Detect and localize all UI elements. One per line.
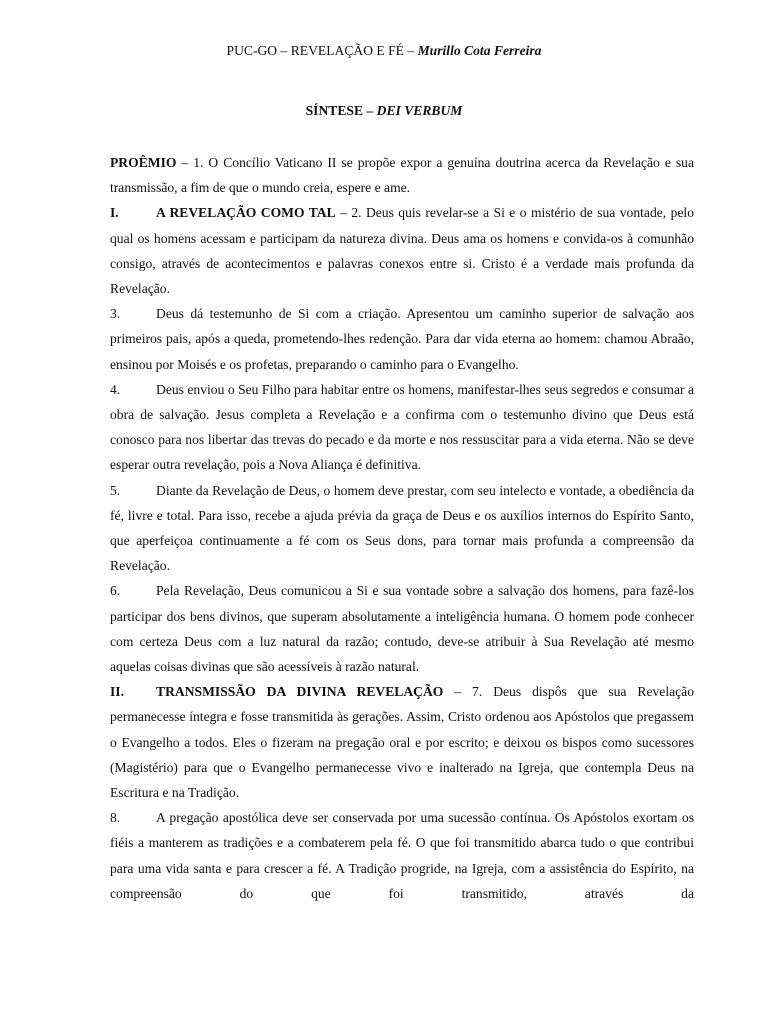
paragraph-8-number: 8. [110, 810, 121, 826]
document-body [110, 150, 694, 906]
section-2-text: – 7. Deus dispôs que sua Revelação permanecesse íntegra e fosse transmitida às gerações. Assim, Cristo ordenou aos Apóstolos que pregassem o Evangelho a todos. Eles o fizeram na pregação oral e por escrito; e deixou os bispos como sucessores (Magistério) para que o Evangelho permanecesse vivo e inalterado na Igreja, que contempla Deus na Escritura e na Tradição. [110, 684, 694, 801]
paragraph-8 [110, 805, 694, 906]
proemio-text: – 1. O Concílio Vaticano II se propõe expor a genuína doutrina acerca da Revelação e sua transmissão, a fim de que o mundo creia, espere e ame. [110, 155, 694, 196]
paragraph-6 [110, 578, 694, 679]
paragraph-8-text: A pregação apostólica deve ser conservada por uma sucessão contínua. Os Apóstolos exortam os fiéis a manterem as tradições e a combaterem pela fé. O que foi transmitido abarca tudo o que contribui para uma vida santa e para crescer a fé. A Tradição progride, na Igreja, com a assistência do Espírito, na compreensão do que foi transmitido, através da [110, 810, 694, 901]
proemio-label: PROÊMIO [110, 155, 177, 170]
document-title [0, 101, 768, 121]
paragraph-6-text: Pela Revelação, Deus comunicou a Si e sua vontade sobre a salvação dos homens, para fazê-los participar dos bens divinos, que superam absolutamente a inteligência humana. O homem pode conhecer com certeza Deus com a luz natural da razão; contudo, deve-se atribuir à Sua Revelação até mesmo aquelas coisas divinas que são acessíveis à razão natural. [110, 583, 694, 675]
section-2-heading: TRANSMISSÃO DA DIVINA REVELAÇÃO [156, 684, 444, 700]
section-1-number: I. [110, 205, 119, 221]
section-1-paragraph [110, 200, 694, 301]
paragraph-3-text: Deus dá testemunho de Si com a criação. Apresentou um caminho superior de salvação aos primeiros pais, após a queda, prometendo-lhes redenção. Para dar vida eterna ao homem: chamou Abraão, ensinou por Moisés e os profetas, preparando o caminho para o Evangelho. [110, 306, 694, 372]
section-2-number: II. [110, 684, 124, 700]
paragraph-5-text: Diante da Revelação de Deus, o homem deve prestar, com seu intelecto e vontade, a obediência da fé, livre e total. Para isso, recebe a ajuda prévia da graça de Deus e os auxílios internos do Espírito Santo, que aperfeiçoa continuamente a fé com os Seus dons, para tornar mais profunda a compreensão da Revelação. [110, 482, 694, 574]
paragraph-5 [110, 478, 694, 579]
paragraph-5-number: 5. [110, 482, 121, 498]
title-italic: DEI VERBUM [376, 103, 463, 118]
paragraph-6-number: 6. [110, 583, 121, 599]
section-2-paragraph [110, 679, 694, 805]
page-header [0, 41, 768, 61]
paragraph-3-number: 3. [110, 306, 121, 322]
header-text: PUC-GO – REVELAÇÃO E FÉ – [226, 43, 418, 58]
section-1-text: – 2. Deus quis revelar-se a Si e o mistério de sua vontade, pelo qual os homens acessam e participam da natureza divina. Deus ama os homens e convida-os à comunhão consigo, através de acontecimentos e palavras conexos entre si. Cristo é a verdade mais profunda da Revelação. [110, 205, 694, 297]
paragraph-3 [110, 301, 694, 377]
paragraph-4 [110, 377, 694, 478]
paragraph-4-number: 4. [110, 381, 121, 397]
header-author: Murillo Cota Ferreira [417, 43, 542, 58]
section-1-heading: A REVELAÇÃO COMO TAL [156, 205, 336, 221]
title-main: SÍNTESE – [305, 103, 377, 118]
paragraph-4-text: Deus enviou o Seu Filho para habitar entre os homens, manifestar-lhes seus segredos e consumar a obra de salvação. Jesus completa a Revelação e a confirma com o testemunho divino que Deus está conosco para nos libertar das trevas do pecado e da morte e nos ressuscitar para a vida eterna. Não se deve esperar outra revelação, pois a Nova Aliança é definitiva. [110, 381, 694, 473]
paragraph-proemio [110, 150, 694, 200]
